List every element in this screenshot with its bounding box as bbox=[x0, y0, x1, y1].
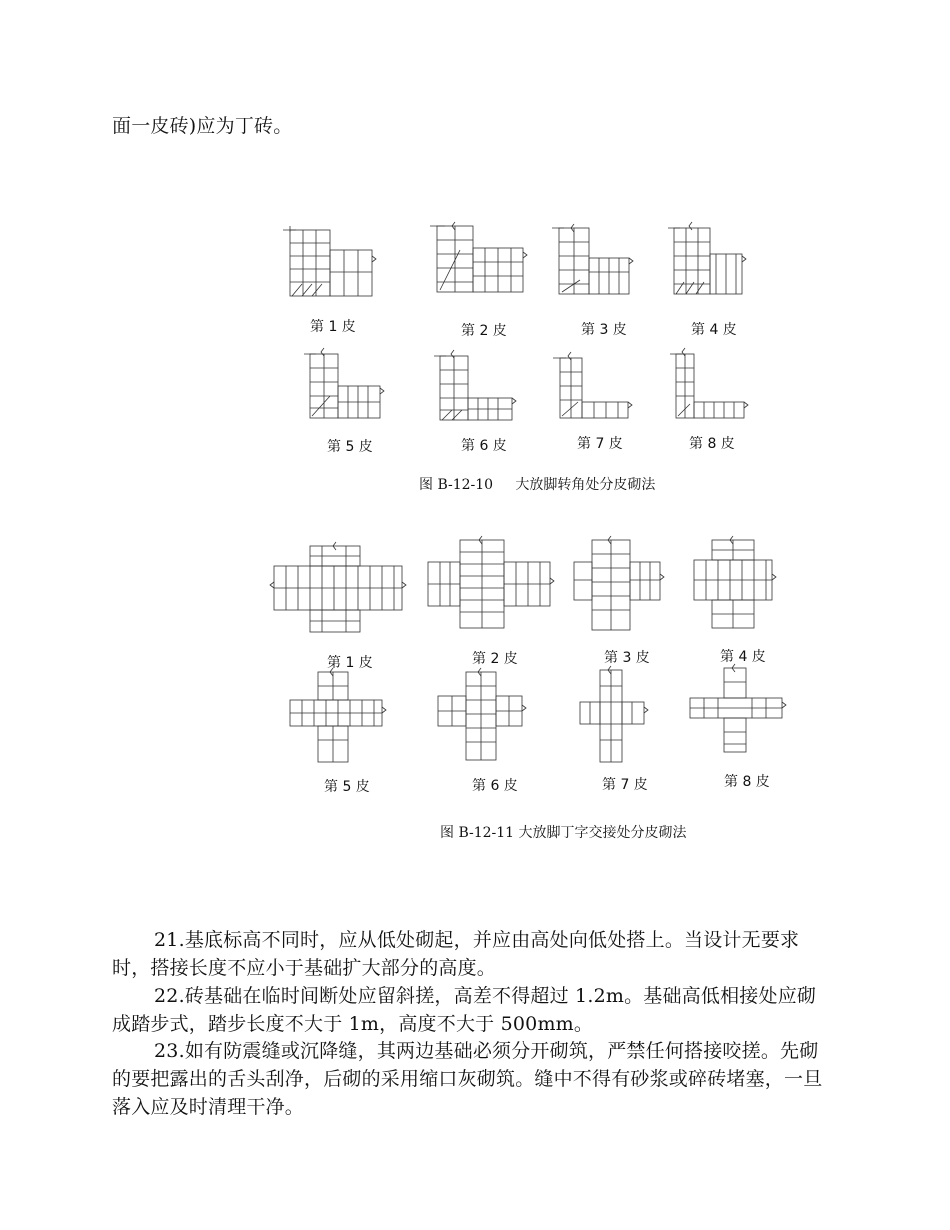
corner-label-4: 第 4 皮 bbox=[691, 322, 737, 338]
paragraph-23-text: 23.如有防震缝或沉降缝，其两边基础必须分开砌筑，严禁任何搭接咬搓。先砌的要把露出的舌头刮净，后砌的采用缩口灰砌筑。缝中不得有砂浆或碎砖堵塞，一旦落入应及时清理干净。 bbox=[112, 1040, 823, 1118]
t-junction-course-5 bbox=[290, 668, 386, 762]
t-junction-label-4: 第 4 皮 bbox=[720, 649, 766, 665]
corner-label-5: 第 5 皮 bbox=[327, 439, 373, 455]
corner-label-6: 第 6 皮 bbox=[461, 438, 507, 454]
t-junction-course-1 bbox=[270, 542, 406, 632]
t-junction-label-5: 第 5 皮 bbox=[324, 779, 370, 795]
figure-b-12-10-code: 图 B-12-10 bbox=[419, 477, 494, 493]
corner-course-5 bbox=[304, 348, 384, 418]
corner-course-6 bbox=[434, 350, 516, 420]
t-junction-label-1: 第 1 皮 bbox=[327, 655, 373, 671]
t-junction-label-8: 第 8 皮 bbox=[724, 774, 770, 790]
corner-label-3: 第 3 皮 bbox=[581, 322, 627, 338]
t-junction-course-4 bbox=[694, 536, 776, 628]
figure-b-12-11-title: 大放脚丁字交接处分皮砌法 bbox=[518, 825, 687, 841]
corner-label-7: 第 7 皮 bbox=[577, 436, 623, 452]
corner-course-3 bbox=[552, 224, 633, 294]
corner-course-1 bbox=[283, 226, 376, 296]
paragraph-21-text: 21.基底标高不同时，应从低处砌起，并应由高处向低处搭上。当设计无要求时，搭接长度不应小于基础扩大部分的高度。 bbox=[112, 929, 800, 979]
paragraph-22 bbox=[112, 982, 834, 1038]
paragraph-21 bbox=[112, 926, 834, 982]
t-junction-label-2: 第 2 皮 bbox=[472, 651, 518, 667]
t-junction-course-3 bbox=[574, 536, 664, 630]
corner-course-7 bbox=[553, 352, 632, 418]
intro-text: 面一皮砖)应为丁砖。 bbox=[112, 115, 293, 137]
t-junction-course-7 bbox=[580, 666, 648, 762]
figure-b-12-10-title: 大放脚转角处分皮砌法 bbox=[515, 477, 656, 493]
figure-b-12-11-code: 图 B-12-11 bbox=[440, 825, 515, 841]
corner-label-2: 第 2 皮 bbox=[461, 323, 507, 339]
corner-label-1: 第 1 皮 bbox=[310, 319, 356, 335]
t-junction-course-8 bbox=[690, 664, 786, 752]
paragraph-23 bbox=[112, 1037, 834, 1121]
t-junction-label-7: 第 7 皮 bbox=[602, 777, 648, 793]
corner-course-8 bbox=[670, 348, 748, 418]
t-junction-label-6: 第 6 皮 bbox=[472, 778, 518, 794]
figure-b-12-11-caption bbox=[440, 822, 687, 842]
t-junction-course-2 bbox=[428, 536, 554, 628]
corner-label-8: 第 8 皮 bbox=[689, 436, 735, 452]
t-junction-course-6 bbox=[438, 668, 526, 760]
corner-course-4 bbox=[668, 222, 746, 294]
paragraph-22-text: 22.砖基础在临时间断处应留斜搓，高差不得超过 1.2m。基础高低相接处应砌成踏步式，踏步长度不大于 1m，高度不大于 500mm。 bbox=[112, 985, 817, 1035]
figure-b-12-10-caption bbox=[419, 474, 655, 494]
corner-course-2 bbox=[430, 222, 527, 292]
t-junction-label-3: 第 3 皮 bbox=[604, 650, 650, 666]
